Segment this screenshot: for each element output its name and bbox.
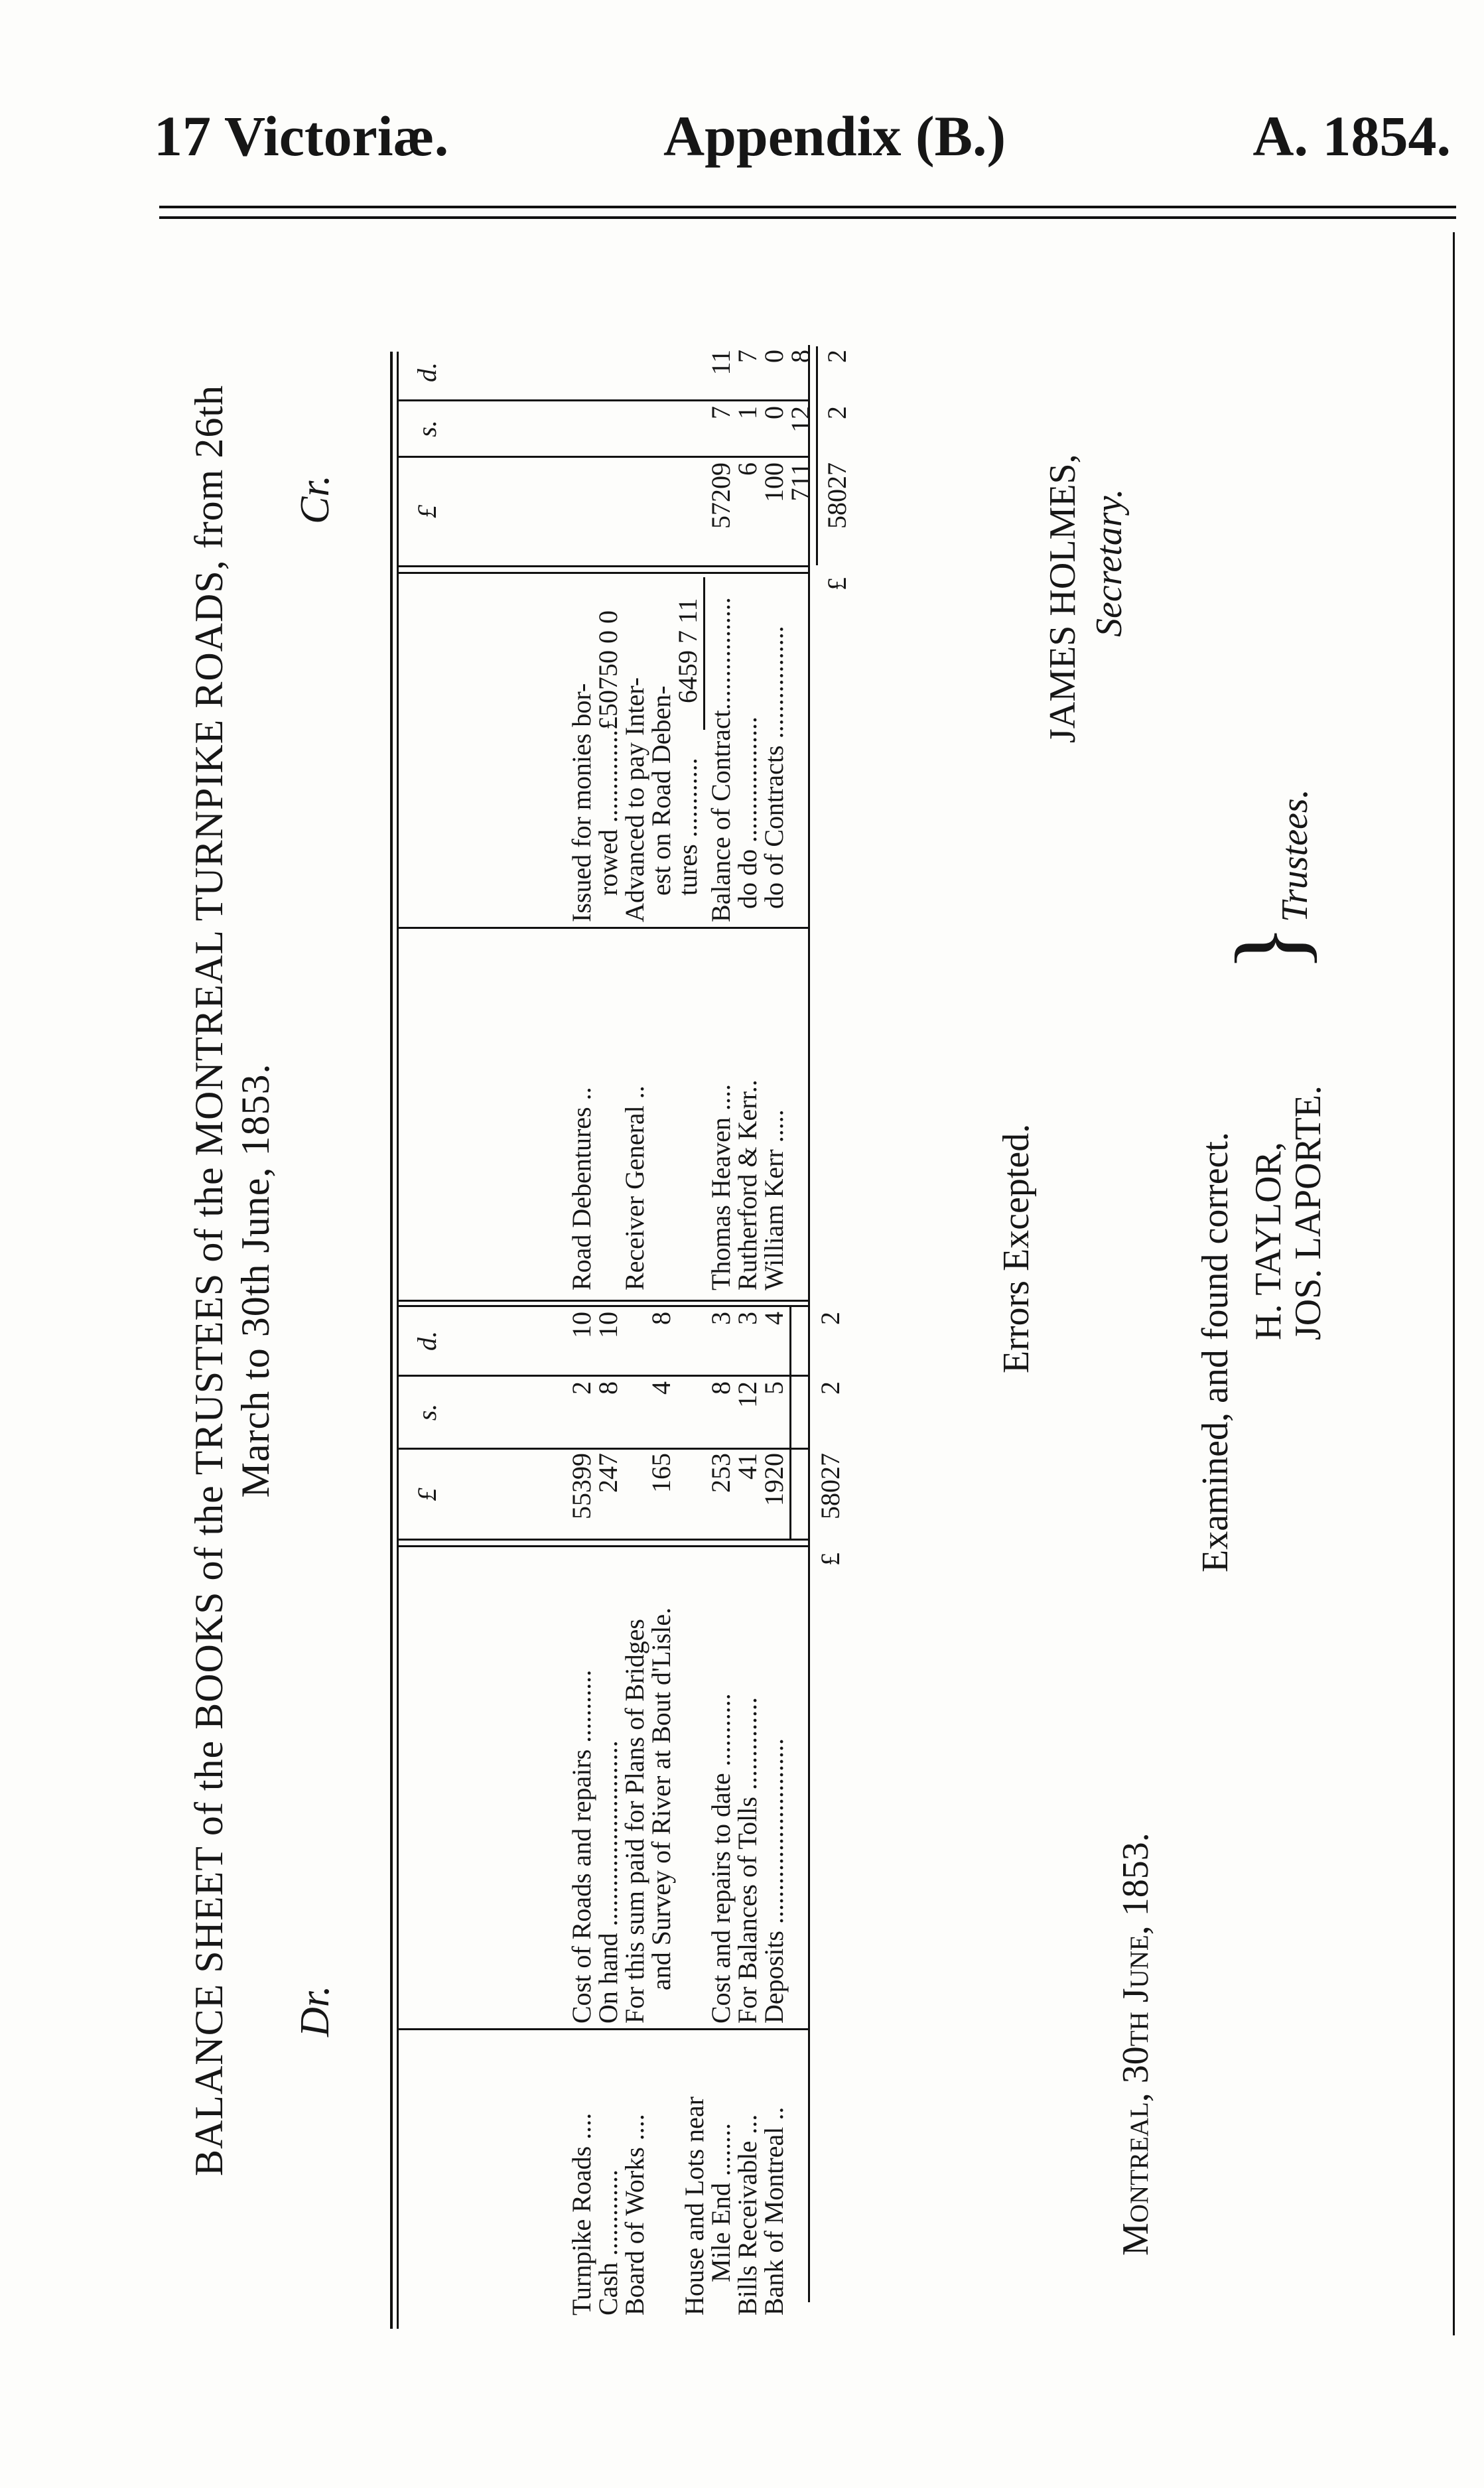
col-divider-amount-left [397,1545,808,1547]
credit-label: Cr. [293,474,338,524]
col-divider-pounds [397,1448,808,1450]
running-head-appendix: Appendix (B.) [663,104,1006,168]
secretary-name: JAMES HOLMES, [1042,454,1083,743]
debit-desc-turnpike: Cost of Roads and repairs ........... [567,1669,596,2024]
header-pounds-left: £ [412,1487,442,1501]
place-date: Montreal, 30th June, 1853. [1115,1832,1156,2256]
trustees-label: Trustees. [1274,789,1315,922]
debit-shillings-cash: 8 [593,1381,623,1395]
debit-desc-house: Cost and repairs to date ........... [706,1693,736,2024]
trustee-laporte: JOS. LAPORTE. [1288,1085,1329,1340]
debit-account-cash: Cash ............. [593,2170,623,2315]
credit-total-pounds: 58027 [822,462,852,529]
debit-shillings-house: 8 [706,1381,736,1395]
trustees-brace: } [1215,924,1325,972]
credit-desc-debentures-1: Issued for monies bor- [567,683,596,922]
credit-total-shillings: 2 [822,406,852,419]
credit-sub-rule [703,577,705,730]
credit-total-pence: 2 [822,350,852,363]
header-pence-left: d. [412,1331,442,1351]
credit-total-mark: £ [822,577,852,590]
debit-pounds-bills: 41 [732,1453,762,1480]
credit-pounds-receiver: 57209 [706,462,736,529]
debit-pounds-board: 165 [646,1453,676,1493]
col-divider-middle [397,1300,808,1302]
debit-desc-board-1: For this sum paid for Plans of Bridges [620,1619,649,2024]
debit-pounds-turnpike: 55399 [567,1453,596,1519]
credit-shillings-rutherford: 0 [759,406,789,419]
credit-account-kerr: William Kerr ..... [759,1109,789,1290]
credit-pence-rutherford: 0 [759,350,789,363]
credit-shillings-heaven: 1 [732,406,762,419]
header-pence-right: d. [412,362,442,382]
trustee-taylor: H. TAYLOR, [1248,1142,1289,1340]
debit-shillings-turnpike: 2 [567,1381,596,1395]
header-shillings-right: s. [412,420,442,437]
debit-label: Dr. [293,1985,338,2037]
debit-pounds-house: 253 [706,1453,736,1493]
examined-statement: Examined, and found correct. [1195,1132,1236,1572]
col-divider-account [397,2028,808,2030]
debit-pence-bills: 3 [732,1312,762,1325]
debit-account-bank: Bank of Montreal .. [759,2107,789,2315]
debit-shillings-bills: 12 [732,1381,762,1408]
debit-desc-board-2: and Survey of River at Bout d'Lisle. [646,1607,676,1990]
debit-pence-turnpike: 10 [567,1312,596,1338]
debit-pence-bank: 4 [759,1312,789,1325]
credit-desc-receiver-1: Advanced to pay Inter- [620,677,649,922]
col-divider-shillings-right [397,399,808,401]
running-head-year: A. 1854. [1252,104,1451,168]
col-divider-credit-desc [397,927,808,929]
credit-sub-receiver: 6459 7 11 [673,598,703,703]
header-rule-bottom [159,216,1456,219]
sheet-title-line1: BALANCE SHEET of the BOOKS of the TRUSTEES of the MONTREAL TURNPIKE ROADS, from 26th [187,384,231,2177]
debit-account-house-2: Mile End ........ [706,2123,736,2282]
credit-pence-receiver: 11 [706,350,736,376]
credit-pence-heaven: 7 [732,350,762,363]
debit-account-house-1: House and Lots near [679,2097,709,2315]
secretary-title: Secretary. [1089,488,1130,637]
debit-total-pounds: 58027 [815,1453,845,1519]
debit-total-mark: £ [815,1553,845,1566]
credit-shillings-receiver: 7 [706,406,736,419]
debit-account-board: Board of Works .... [620,2114,649,2315]
debit-desc-cash: On hand ............................ [593,1740,623,2024]
col-divider-amount-right2 [397,565,808,567]
page-edge-rule [1453,232,1455,2335]
debit-total-pence: 2 [815,1312,845,1325]
debit-shillings-board: 4 [646,1381,676,1395]
credit-pounds-kerr: 711 [785,462,815,502]
debit-desc-bills: For Balances of Tolls .............. [732,1697,762,2024]
table-bottom-rule [808,345,810,2302]
debit-pounds-bank: 1920 [759,1453,789,1506]
debit-pounds-cash: 247 [593,1453,623,1493]
credit-shillings-kerr: 12 [785,406,815,433]
credit-sub-debentures: £50750 0 0 [593,610,623,730]
debit-shillings-bank: 5 [759,1381,789,1395]
col-divider-pounds-right [397,456,808,458]
debit-account-turnpike: Turnpike Roads .... [567,2112,596,2315]
header-pounds-right: £ [412,505,442,518]
credit-pounds-heaven: 6 [732,462,762,476]
debit-pence-house: 3 [706,1312,736,1325]
col-divider-amount-right [397,572,808,574]
header-shillings-left: s. [412,1403,442,1421]
debit-total-rule [789,1307,791,1539]
debit-total-shillings: 2 [815,1381,845,1395]
credit-desc-receiver-3: tures ............ [673,758,703,896]
credit-account-heaven: Thomas Heaven .... [706,1083,736,1290]
credit-desc-receiver-2: est on Road Deben- [646,685,676,896]
credit-desc-debentures-2: rowed .............. [593,730,623,896]
credit-account-receiver: Receiver General .. [620,1085,649,1290]
credit-account-rutherford: Rutherford & Kerr.. [732,1079,762,1290]
debit-pence-board: 8 [646,1312,676,1325]
balance-sheet [159,232,1456,2335]
col-divider-pence [397,1305,808,1307]
debit-account-bills: Bills Receivable ... [732,2114,762,2315]
debit-pence-cash: 10 [593,1312,623,1338]
table-top-rule-inner [397,352,399,2329]
col-divider-shillings [397,1375,808,1377]
errors-excepted: Errors Excepted. [996,1123,1037,1373]
credit-desc-kerr: do of Contracts ................. [759,626,789,909]
credit-pence-kerr: 8 [785,350,815,363]
debit-desc-bank: Deposits ............................ [759,1738,789,2024]
credit-desc-rutherford: do do ................... [732,717,762,909]
credit-desc-heaven: Balance of Contract................. [706,597,736,922]
running-head-session: 17 Victoriæ. [154,104,449,168]
sheet-title-line2: March to 30th June, 1853. [234,1063,277,1498]
table-top-rule [390,352,393,2329]
credit-total-rule [816,346,818,565]
credit-account-debentures: Road Debentures .. [567,1087,596,1290]
header-rule-top [159,206,1456,208]
sheet-title [186,239,279,2322]
credit-pounds-rutherford: 100 [759,462,789,502]
